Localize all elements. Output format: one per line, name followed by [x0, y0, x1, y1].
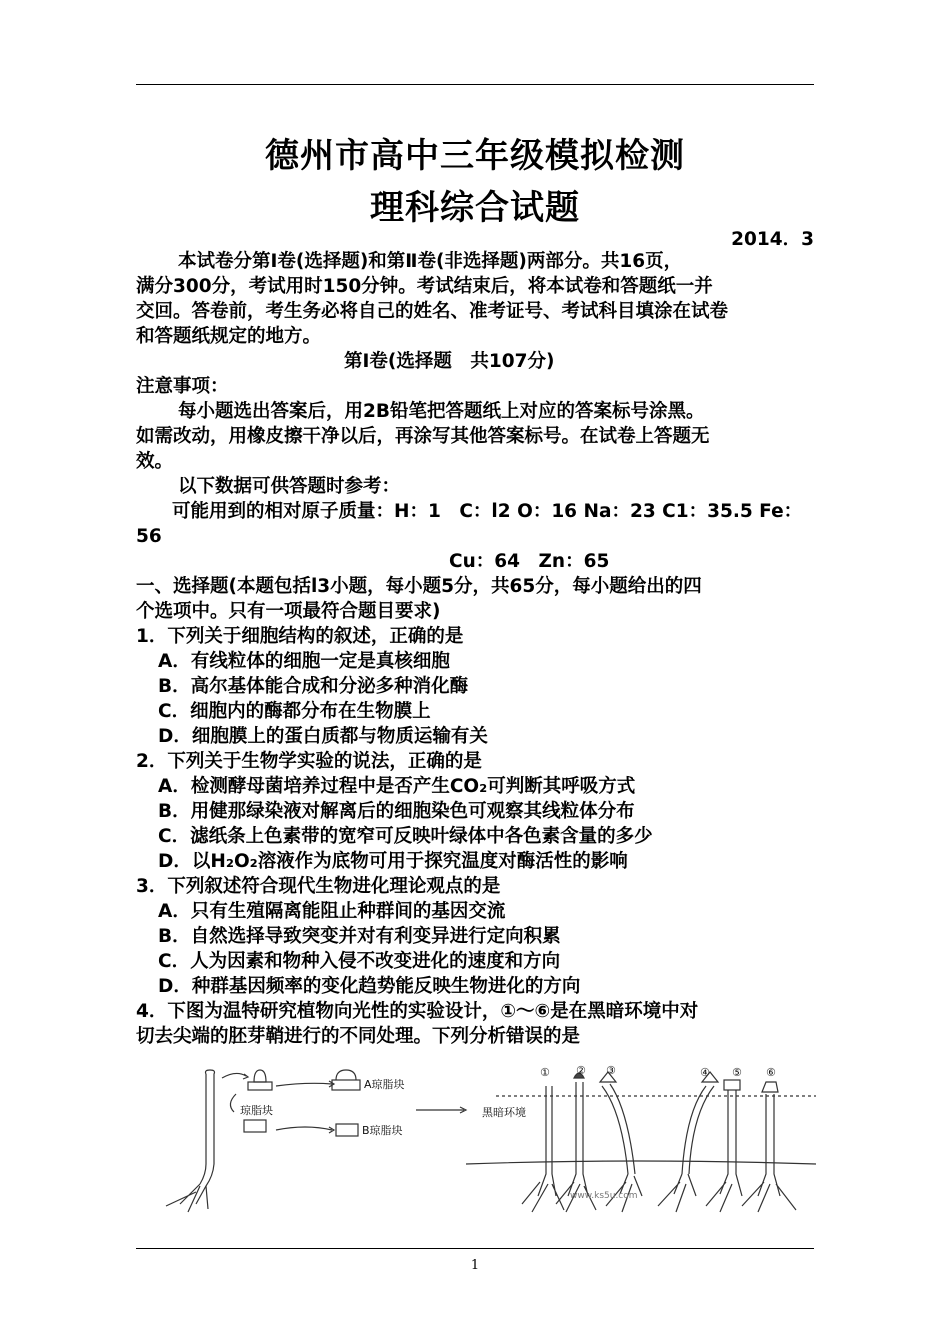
- question-2-stem: 2．下列关于生物学实验的说法，正确的是: [136, 751, 482, 772]
- intro-line-2: 满分300分，考试用时150分钟。考试结束后，将本试卷和答题纸一并: [136, 276, 713, 297]
- question-4-stem-2: 切去尖端的胚芽鞘进行的不同处理。下列分析错误的是: [136, 1026, 581, 1047]
- agar-label: 琼脂块: [240, 1104, 273, 1117]
- notes-line-2: 如需改动，用橡皮擦干净以后，再涂写其他答案标号。在试卷上答题无: [136, 426, 710, 447]
- question-1-option-c: C．细胞内的酶都分布在生物膜上: [158, 701, 431, 722]
- went-experiment-figure: [136, 1064, 816, 1216]
- part1-heading-1: 一、选择题(本题包括l3小题，每小题5分，共65分，每小题给出的四: [136, 576, 702, 597]
- question-3-option-a: A．只有生殖隔离能阻止种群间的基因交流: [158, 901, 506, 922]
- question-2-option-c: C．滤纸条上色素带的宽窄可反映叶绿体中各色素含量的多少: [158, 826, 653, 847]
- question-2-option-d: D．以H₂O₂溶液作为底物可用于探究温度对酶活性的影响: [158, 851, 628, 872]
- question-3-stem: 3．下列叙述符合现代生物进化理论观点的是: [136, 876, 501, 897]
- intro-line-3: 交回。答卷前，考生务必将自己的姓名、准考证号、考试科目填涂在试卷: [136, 301, 729, 322]
- question-4-stem-1: 4．下图为温特研究植物向光性的实验设计，①～⑥是在黑暗环境中对: [136, 1001, 699, 1022]
- question-3-option-c: C．人为因素和物种入侵不改变进化的速度和方向: [158, 951, 561, 972]
- question-2-option-b: B．用健那绿染液对解离后的细胞染色可观察其线粒体分布: [158, 801, 635, 822]
- notes-line-1: 每小题选出答案后，用2B铅笔把答题纸上对应的答案标号涂黑。: [178, 401, 705, 422]
- question-1-option-a: A．有线粒体的细胞一定是真核细胞: [158, 651, 450, 672]
- question-3-option-d: D．种群基因频率的变化趋势能反映生物进化的方向: [158, 976, 581, 997]
- agar-b-label: B琼脂块: [362, 1124, 403, 1137]
- part1-heading-2: 个选项中。只有一项最符合题目要求): [136, 601, 441, 622]
- notes-line-3: 效。: [136, 451, 174, 472]
- treatment-number-5: ⑤: [732, 1066, 742, 1079]
- bottom-rule: [136, 1248, 814, 1249]
- question-1-option-b: B．高尔基体能合成和分泌多种消化酶: [158, 676, 469, 697]
- exam-subtitle: 理科综合试题: [370, 188, 580, 228]
- atomic-mass-line-1: 可能用到的相对原子质量：H：1 C：l2 O：16 Na：23 C1：35.5 Fe：: [172, 501, 803, 522]
- dark-environment-label: 黑暗环境: [482, 1106, 526, 1119]
- page-number: 1: [470, 1258, 480, 1273]
- treatment-number-1: ①: [540, 1066, 550, 1079]
- agar-a-label: A琼脂块: [364, 1078, 405, 1091]
- watermark-text: www.ks5u.com: [570, 1191, 638, 1201]
- reference-label: 以下数据可供答题时参考：: [178, 476, 401, 497]
- question-3-option-b: B．自然选择导致突变并对有利变异进行定向积累: [158, 926, 561, 947]
- treatment-number-4: ④: [700, 1066, 710, 1079]
- question-2-option-a: A．检测酵母菌培养过程中是否产生CO₂可判断其呼吸方式: [158, 776, 636, 797]
- notes-label: 注意事项：: [136, 376, 229, 397]
- atomic-mass-line-2: 56: [136, 526, 162, 547]
- question-1-stem: 1．下列关于细胞结构的叙述，正确的是: [136, 626, 464, 647]
- section-heading: 第Ⅰ卷(选择题 共107分): [344, 351, 555, 372]
- top-rule: [136, 84, 814, 85]
- treatment-number-6: ⑥: [766, 1066, 776, 1079]
- treatment-number-3: ③: [606, 1064, 616, 1077]
- question-1-option-d: D．细胞膜上的蛋白质都与物质运输有关: [158, 726, 488, 747]
- exam-title: 德州市高中三年级模拟检测: [265, 136, 685, 176]
- intro-line-4: 和答题纸规定的地方。: [136, 326, 322, 347]
- exam-date: 2014．3: [731, 229, 814, 250]
- atomic-mass-line-3: Cu：64 Zn：65: [449, 551, 610, 572]
- intro-line-1: 本试卷分第Ⅰ卷(选择题)和第Ⅱ卷(非选择题)两部分。共16页，: [178, 251, 683, 272]
- treatment-number-2: ②: [576, 1064, 586, 1077]
